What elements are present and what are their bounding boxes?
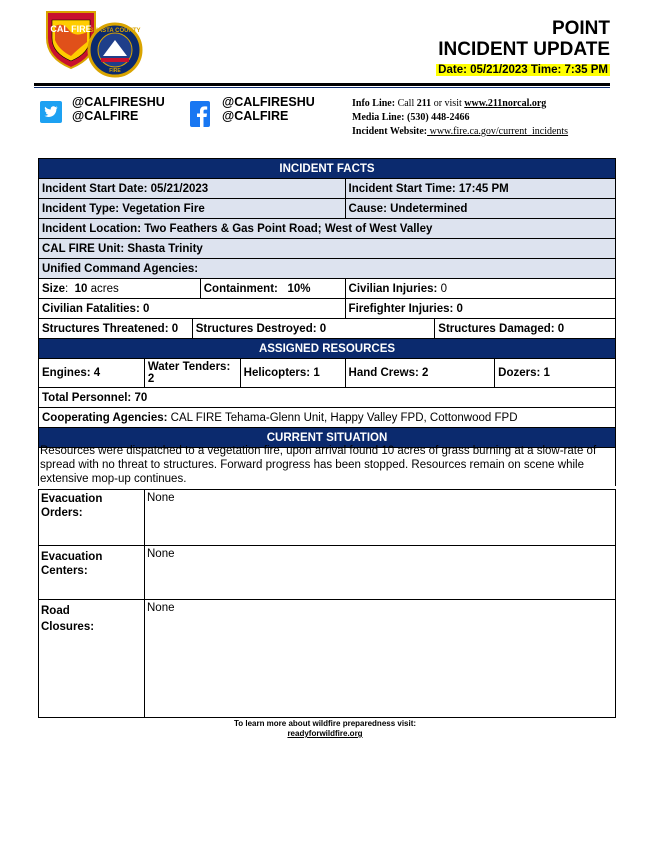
structures-destroyed: Structures Destroyed: 0 <box>192 319 435 339</box>
twitter-handle-state[interactable]: @CALFIRE <box>72 109 139 123</box>
footer <box>0 719 650 739</box>
incident-type: Incident Type: Vegetation Fire <box>39 199 346 219</box>
engines-count: Engines: 4 <box>39 359 145 388</box>
svg-text:FIRE: FIRE <box>109 68 121 74</box>
media-line: Media Line: (530) 448-2466 <box>352 112 470 123</box>
road-closures-value: None <box>145 600 616 718</box>
contact-info <box>352 97 568 139</box>
title-block <box>436 18 610 78</box>
evacuation-centers-label: Evacuation Centers: <box>39 546 145 600</box>
twitter-handle-local[interactable]: @CALFIRESHU <box>72 95 165 109</box>
shasta-county-fire-logo <box>89 24 141 76</box>
incident-website-line: Incident Website: www.fire.ca.gov/current_incidents <box>352 126 569 137</box>
total-personnel: Total Personnel: 70 <box>39 388 616 408</box>
info-line: Info Line: Call 211 or visit www.211norcal.org <box>352 98 547 109</box>
helicopters-count: Helicopters: 1 <box>240 359 345 388</box>
header-divider <box>34 83 610 86</box>
facebook-handles <box>190 95 315 127</box>
civilian-injuries: Civilian Injuries: 0 <box>345 279 615 299</box>
fire-size: Size: 10 acres <box>39 279 201 299</box>
incident-location: Incident Location: Two Feathers & Gas Point Road; West of West Valley <box>39 219 616 239</box>
title-incident-update: INCIDENT UPDATE <box>438 39 610 60</box>
facebook-handle-state[interactable]: @CALFIRE <box>222 109 289 123</box>
hand-crews-count: Hand Crews: 2 <box>345 359 495 388</box>
structures-damaged: Structures Damaged: 0 <box>435 319 616 339</box>
evacuation-orders-label: Evacuation Orders: <box>39 490 145 546</box>
water-tenders-count: Water Tenders: 2 <box>144 359 240 388</box>
civilian-fatalities: Civilian Fatalities: 0 <box>39 299 346 319</box>
start-date: Incident Start Date: 05/21/2023 <box>39 179 346 199</box>
road-closures-label: Road Closures: <box>39 600 145 718</box>
cal-fire-unit: CAL FIRE Unit: Shasta Trinity <box>39 239 616 259</box>
header-divider-accent <box>34 87 610 88</box>
cooperating-agencies: Cooperating Agencies: CAL FIRE Tehama-Glenn Unit, Happy Valley FPD, Cottonwood FPD <box>39 408 616 428</box>
assigned-resources-header: ASSIGNED RESOURCES <box>39 339 616 359</box>
incident-facts-header: INCIDENT FACTS <box>39 159 616 179</box>
info-line-link[interactable]: www.211norcal.org <box>464 98 547 109</box>
incident-cause: Cause: Undetermined <box>345 199 615 219</box>
incident-facts-table <box>38 158 616 448</box>
firefighter-injuries: Firefighter Injuries: 0 <box>345 299 615 319</box>
start-time: Incident Start Time: 17:45 PM <box>345 179 615 199</box>
cal-fire-logo <box>47 12 95 68</box>
evacuation-orders-value: None <box>145 490 616 546</box>
svg-text:CAL FIRE: CAL FIRE <box>50 24 92 34</box>
containment: Containment: 10% <box>200 279 345 299</box>
dozers-count: Dozers: 1 <box>495 359 616 388</box>
unified-command: Unified Command Agencies: <box>39 259 616 279</box>
facebook-icon[interactable] <box>190 101 210 127</box>
situation-details-table <box>38 489 616 718</box>
readyforwildfire-link[interactable]: readyforwildfire.org <box>287 729 363 738</box>
footer-text: To learn more about wildfire preparedness visit: <box>233 719 417 728</box>
current-situation-text: Resources were dispatched to a vegetation fire, upon arrival found 10 acres of grass burning at a slow-rate of spread with no threat to structures. Forward progress has been stopped. Resources remain on scene while extensive mop-up continues. <box>38 442 616 486</box>
evacuation-centers-value: None <box>145 546 616 600</box>
title-incident-name: POINT <box>551 18 610 39</box>
twitter-icon[interactable] <box>40 101 62 123</box>
svg-text:SHASTA COUNTY: SHASTA COUNTY <box>89 28 141 34</box>
incident-website-link[interactable]: www.fire.ca.gov/current_incidents <box>427 126 569 137</box>
current-situation-header: CURRENT SITUATION <box>39 428 616 448</box>
facebook-handle-local[interactable]: @CALFIRESHU <box>222 95 315 109</box>
agency-logos <box>43 8 148 78</box>
twitter-handles <box>40 95 165 123</box>
structures-threatened: Structures Threatened: 0 <box>39 319 193 339</box>
date-time-line: Date: 05/21/2023 Time: 7:35 PM <box>438 64 608 76</box>
